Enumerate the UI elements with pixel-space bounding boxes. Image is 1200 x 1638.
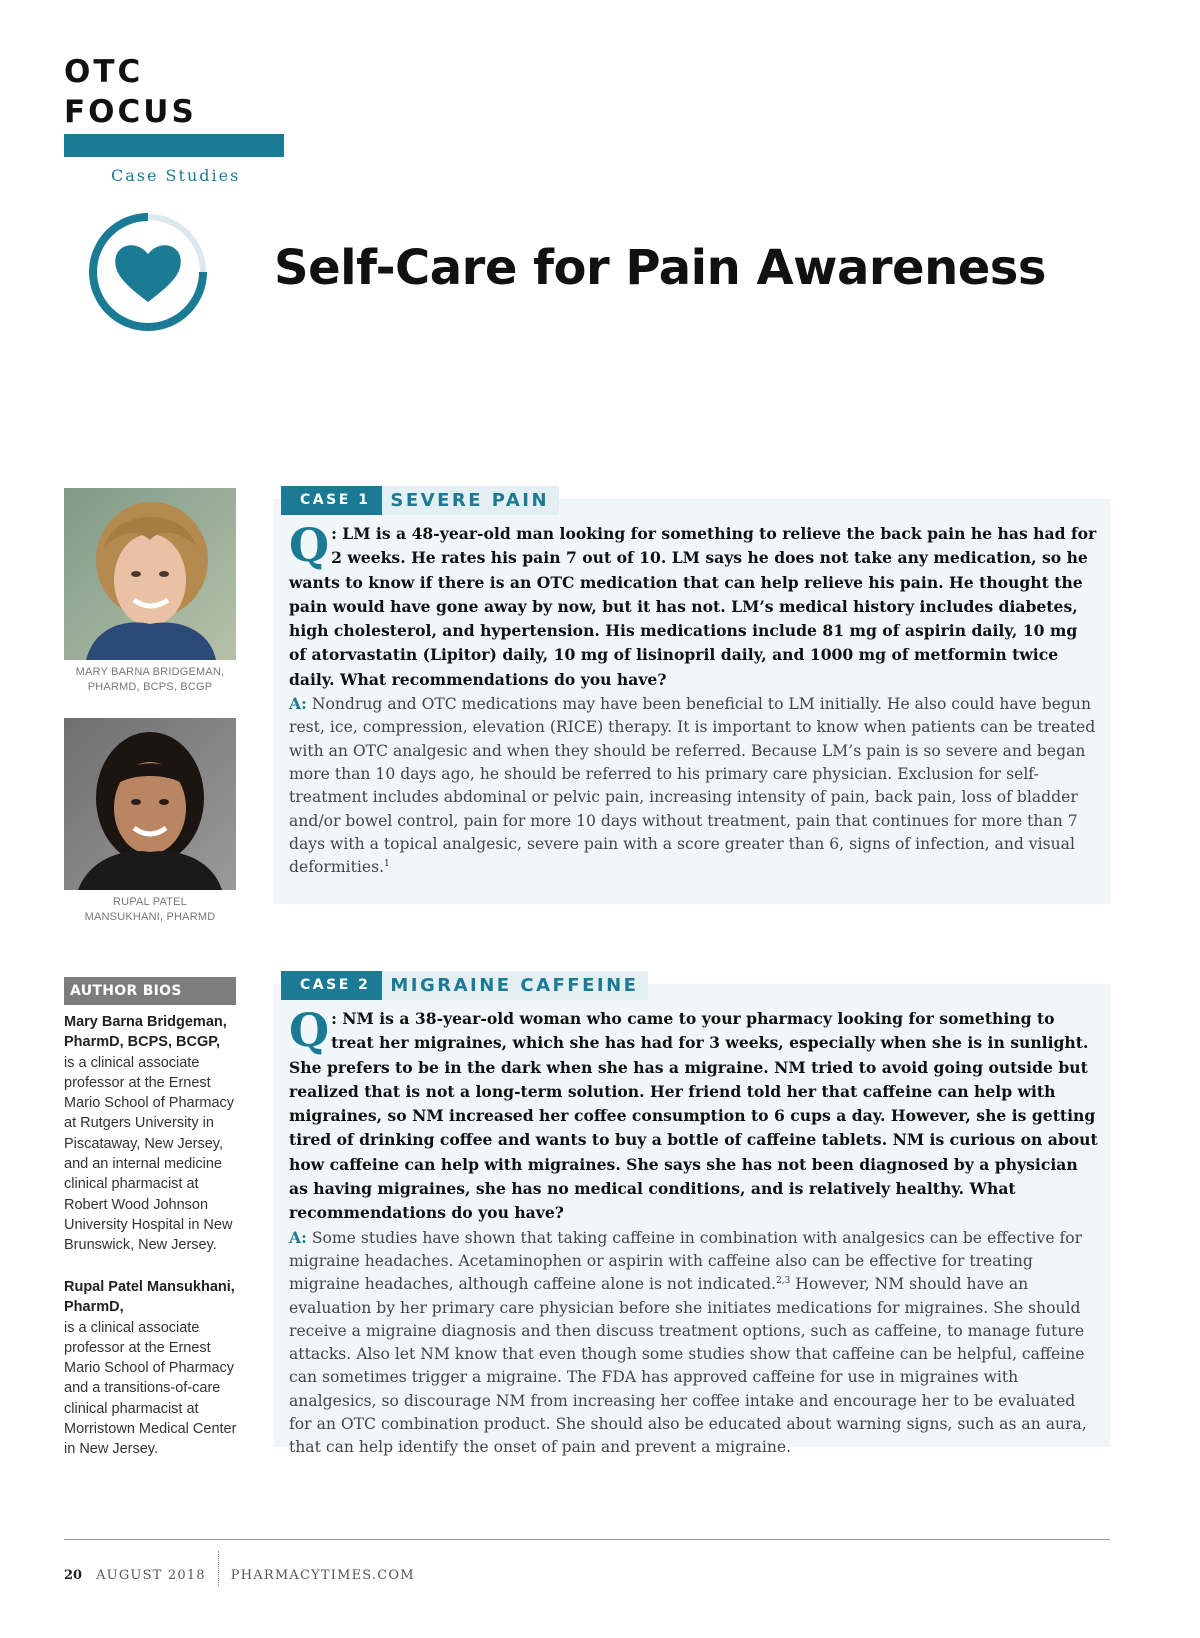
footer-rule: [64, 1539, 1110, 1540]
answer-reference: 2,3: [776, 1276, 791, 1287]
page-number: 20: [64, 1567, 83, 1583]
question-drop-cap: Q: [289, 518, 330, 572]
case-tab: [281, 971, 648, 1000]
heart-icon: [84, 208, 212, 336]
answer-text-continued: However, NM should have an evaluation by her primary care physician before she initiates medications for migraines. She should receive a migraine diagnosis and then discuss treatment options, such as caffeine, to manage future attacks. Also let NM know that even though some studies show that caffeine can be helpful, caffeine can sometimes trigger a migraine. The FDA has approved caffeine for use in migraines with analgesics, so discourage NM from increasing her coffee intake and encourage her to be evaluated for an OTC combination product. She should also be educated about warning signs, such as an aura, that can help identify the onset of pain and prevent a migraine.: [289, 1275, 1087, 1457]
answer-label: A:: [289, 1227, 307, 1247]
author-photo-mansukhani: [64, 718, 236, 890]
case-body: [289, 1003, 1099, 1460]
answer-label: A:: [289, 694, 307, 714]
page-title: Self-Care for Pain Awareness: [274, 240, 1046, 296]
author-bio-name: Rupal Patel Mansukhani, PharmD,: [64, 1279, 235, 1316]
author-bio: [64, 1012, 244, 1256]
footer-divider: [218, 1551, 219, 1587]
case-answer: [289, 1226, 1099, 1460]
case-label: CASE 2: [281, 971, 382, 1000]
author-caption-mansukhani: RUPAL PATEL MANSUKHANI, PHARMD: [84, 896, 216, 923]
case-study-2: [274, 975, 1110, 1457]
site-name: PHARMACYTIMES.COM: [230, 1567, 415, 1583]
question-drop-cap: Q: [289, 1003, 330, 1057]
answer-text: Some studies have shown that taking caffeine in combination with analgesics can be effective for migraine headaches. Acetaminophen or aspirin with caffeine also can be effective for treating migraine headaches, although caffeine alone is not indicated.: [289, 1228, 1083, 1294]
section-bar: [64, 134, 284, 157]
case-body: [289, 518, 1099, 879]
author-photo-bridgeman: [64, 488, 236, 660]
case-question: [289, 518, 1099, 692]
case-topic: MIGRAINE CAFFEINE: [382, 971, 648, 1000]
author-bios-header: AUTHOR BIOS: [64, 977, 236, 1005]
answer-text: Nondrug and OTC medications may have been beneficial to LM initially. He also could have begun rest, ice, compression, elevation (RICE) therapy. It is important to know when patients can be treated with an OTC analgesic and when they should be referred. Because LM’s pain is so severe and began more than 10 days ago, he should be referred to his primary care physician. Exclusion for self-treatment includes abdominal or pelvic pain, increasing intensity of pain, back pain, loss of bladder and/or bowel control, pain for more 10 days without treatment, pain that continues for more than 7 days with a topical analgesic, severe pain with a score greater than 6, signs of infection, and visual deformities.: [289, 695, 1096, 877]
section-title: OTC FOCUS: [64, 54, 197, 130]
issue-date: AUGUST 2018: [96, 1567, 206, 1583]
case-question: [289, 1003, 1099, 1226]
answer-reference: 1: [384, 858, 390, 869]
case-answer: [289, 692, 1099, 879]
section-header: [64, 52, 284, 185]
author-bio-text: is a clinical associate professor at the Ernest Mario School of Pharmacy at Rutgers University in Piscataway, New Jersey, and an internal medicine clinical pharmacist at Robert Wood Johnson University Hospital in New Brunswick, New Jersey.: [64, 1054, 235, 1254]
author-bio-name: Mary Barna Bridgeman, PharmD, BCPS, BCGP,: [64, 1014, 227, 1051]
case-study-1: [274, 490, 1110, 904]
case-topic: SEVERE PAIN: [382, 486, 559, 515]
section-subtitle: Case Studies: [111, 166, 241, 185]
footer: [64, 1557, 415, 1593]
case-label: CASE 1: [281, 486, 382, 515]
question-text: : NM is a 38-year-old woman who came to your pharmacy looking for something to treat her migraines, which she has had for 3 weeks, especially when she is in sunlight. She prefers to be in the dark when she has a migraine. NM tried to avoid going outside but realized that is not a long-term solution. Her friend told her that caffeine can help with migraines, so NM increased her coffee consumption to 6 cups a day. However, she is getting tired of drinking coffee and wants to buy a bottle of caffeine tablets. NM is curious on about how caffeine can help with migraines. She says she has not been diagnosed by a physician as having migraines, she has no medical conditions, and is relatively healthy. What recommendations do you have?: [289, 1009, 1098, 1223]
author-bio-text: is a clinical associate professor at the Ernest Mario School of Pharmacy and a transitions-of-care clinical pharmacist at Morristown Medical Center in New Jersey.: [64, 1319, 237, 1458]
question-text: : LM is a 48-year-old man looking for something to relieve the back pain he has had for 2 weeks. He rates his pain 7 out of 10. LM says he does not take any medication, so he wants to know if there is an OTC medication that can help relieve his pain. He thought the pain would have gone away by now, but it has not. LM’s medical history includes diabetes, high cholesterol, and hypertension. His medications include 81 mg of aspirin daily, 10 mg of atorvastatin (Lipitor) daily, 10 mg of lisinopril daily, and 1000 mg of metformin twice daily. What recommendations do you have?: [289, 524, 1097, 689]
case-tab: [281, 486, 559, 515]
author-bio: [64, 1277, 244, 1460]
author-caption-bridgeman: MARY BARNA BRIDGEMAN, PHARMD, BCPS, BCGP: [75, 666, 225, 693]
